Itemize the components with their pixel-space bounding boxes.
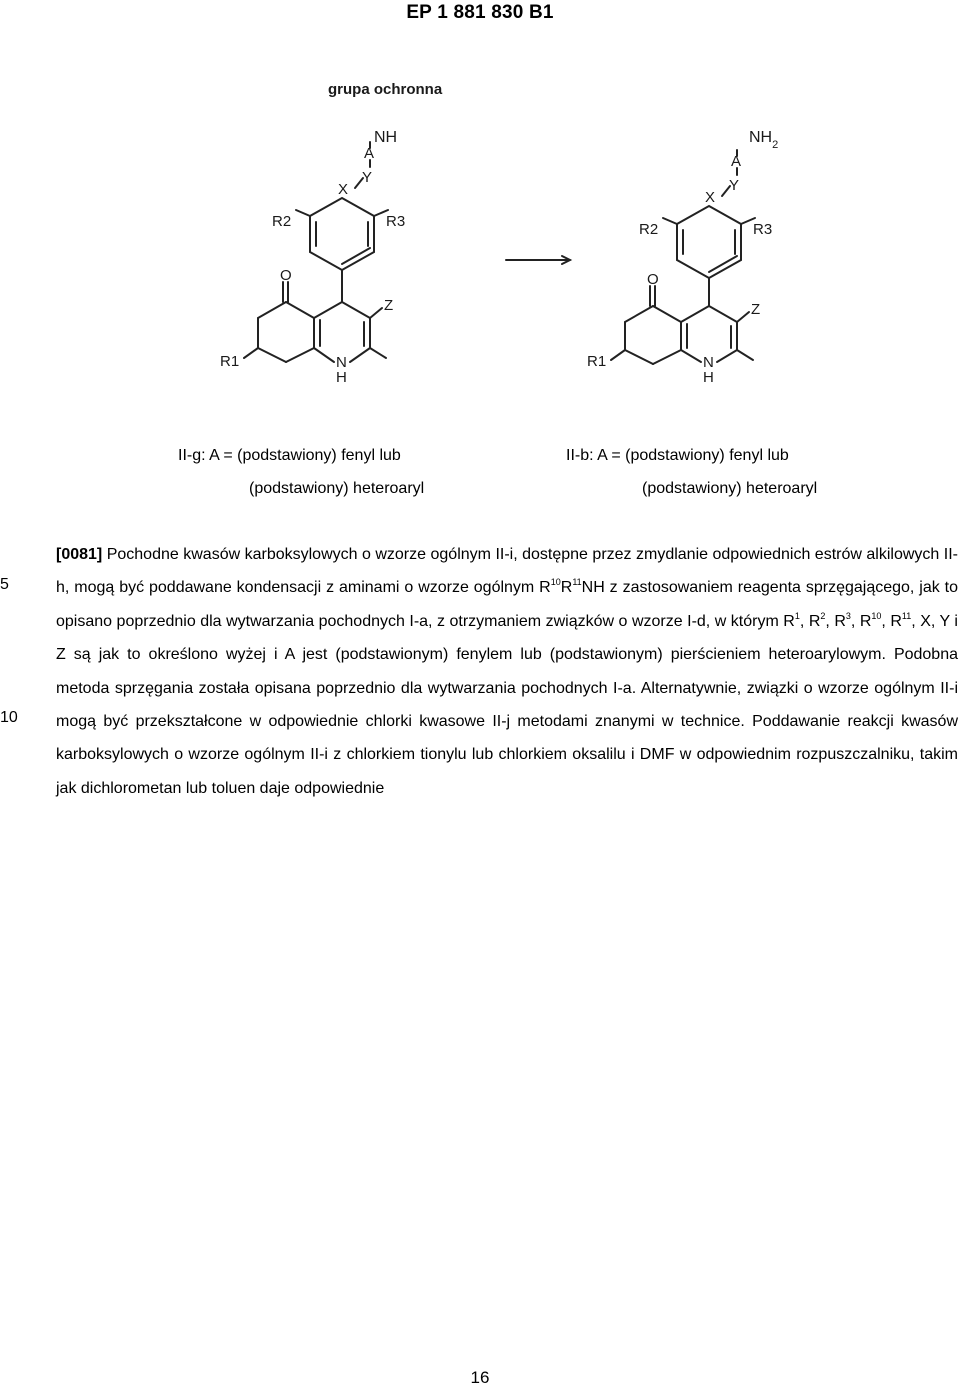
left-x-label: X — [338, 181, 349, 198]
right-h-label: H — [703, 369, 714, 386]
caption-left-line2: (podstawiony) heteroaryl — [249, 480, 425, 497]
left-r2-label: R2 — [272, 213, 292, 230]
paragraph-text-7: , R — [881, 612, 902, 630]
caption-right-line1: II-b: A = (podstawiony) fenyl lub — [566, 447, 789, 464]
line-number-10: 10 — [0, 709, 18, 726]
right-n-label: N — [703, 354, 714, 371]
reaction-scheme-drawing — [200, 70, 810, 405]
paragraph-text-5: , R — [825, 612, 846, 630]
reaction-scheme — [200, 70, 810, 405]
left-a-label: A — [364, 145, 375, 162]
left-nh-label: NH — [374, 129, 398, 146]
right-z-label: Z — [751, 301, 761, 318]
paragraph-text-2: R — [560, 579, 573, 597]
right-o-label: O — [647, 271, 659, 288]
right-nh2-label: $NH_2$ — [749, 129, 779, 151]
left-r1-label: R1 — [220, 353, 240, 370]
page-number: 16 — [470, 1368, 490, 1387]
left-r3-label: R3 — [386, 213, 406, 230]
paragraph-text-8: , X, Y i Z są jak to określono wyżej i A jest (podstawionym) fenylem lub (podstawionym) pierścieniem heteroarylowym. Podobna metoda sprzęgania została opisana poprzednio dla wytwarzania pochodnych I-a. Alternatywnie, związki o wzorze ogólnym II-i mogą być przekształcone w odpowiednie chlorki kwasowe II-j metodami znanymi w technice. Poddawanie reakcji kwasów karboksylowych o wzorze ogólnym II-i z chlorkiem tionylu lub chlorkiem oksalilu i DMF w odpowiednim rozpuszczalniku, takim jak dichlorometan lub toluen daje odpowiednie — [56, 612, 958, 797]
line-number-5: 5 — [0, 576, 9, 593]
superscript-3: 3 — [845, 610, 851, 621]
superscript-2: 2 — [820, 610, 826, 621]
paragraph-text-3: NH z zastosowaniem reagenta sprzęgającego, jak to opisano poprzednio dla wytwarzania pochodnych I-a, z otrzymaniem związków o wzorze I-d, w którym R — [56, 579, 959, 630]
paragraph-text-6: , R — [850, 612, 872, 630]
caption-left-line1: II-g: A = (podstawiony) fenyl lub — [178, 447, 401, 464]
left-h-label: H — [336, 369, 347, 386]
right-a-label: A — [731, 153, 742, 170]
paragraph-0081 — [56, 538, 958, 805]
right-r2-label: R2 — [639, 221, 659, 238]
caption-right-line2: (podstawiony) heteroaryl — [642, 480, 818, 497]
patent-number-header: EP 1 881 830 B1 — [406, 2, 554, 23]
left-o-label: O — [280, 267, 292, 284]
superscript-10: 10 — [550, 577, 561, 588]
superscript-11: 11 — [572, 577, 582, 588]
protecting-group-label: grupa ochronna — [328, 81, 443, 98]
left-n-label: N — [336, 354, 347, 371]
right-x-label: X — [705, 189, 716, 206]
right-r1-label: R1 — [587, 353, 607, 370]
paragraph-tag: [0081] — [56, 546, 103, 563]
paragraph-text-1: Pochodne kwasów karboksylowych o wzorze ogólnym II-i, dostępne przez zmydlanie odpowiednich estrów alkilowych II-h, mogą być poddawane kondensacji z aminami o wzorze ogólnym R — [56, 546, 958, 597]
superscript-11b: 11 — [901, 610, 912, 621]
superscript-10b: 10 — [871, 610, 882, 621]
left-z-label: Z — [384, 297, 394, 314]
superscript-1: 1 — [794, 610, 800, 621]
paragraph-text-4: , R — [799, 612, 821, 630]
right-y-label: Y — [729, 177, 740, 194]
right-r3-label: R3 — [753, 221, 773, 238]
left-y-label: Y — [362, 169, 373, 186]
